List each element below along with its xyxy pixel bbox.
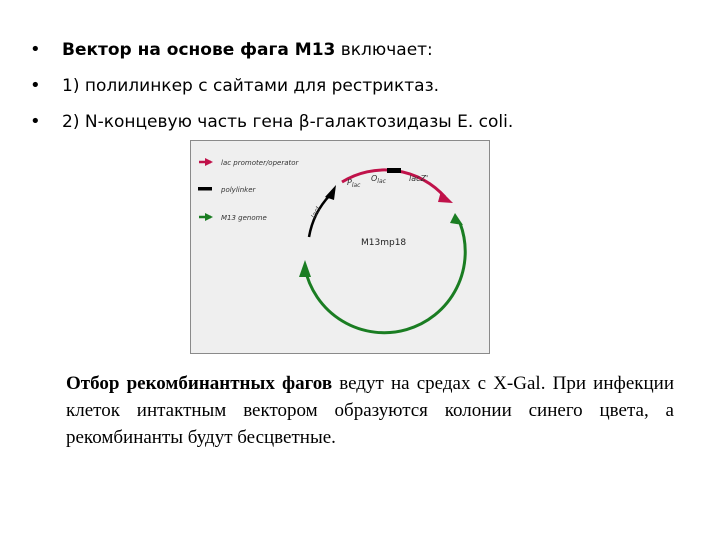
- legend-label-lac: lac promoter/operator: [221, 159, 299, 167]
- bullet-1-text: включает:: [335, 40, 433, 60]
- polylinker-bar-icon: [198, 187, 212, 191]
- genome-arrowhead-right-icon: [450, 213, 463, 225]
- plac-letter: P: [347, 178, 352, 187]
- bullet-list: [30, 32, 513, 140]
- bullet-3-text: 2) N-концевую часть гена β-галактозидазы E. coli.: [62, 112, 514, 132]
- vector-map-figure: [190, 140, 490, 354]
- lacz-label: lacZ': [409, 174, 429, 183]
- polylinker-block: [387, 168, 401, 173]
- legend-label-polylinker: polylinker: [221, 186, 256, 194]
- plac-sub: lac: [351, 182, 361, 189]
- legend: [198, 159, 300, 222]
- genome-arrowhead-icon: [299, 260, 311, 277]
- bullet-2-text: 1) полилинкер с сайтами для рестриктаз.: [62, 76, 440, 96]
- bullet-item-1: [30, 32, 513, 68]
- bullet-dot: •: [30, 39, 41, 60]
- bullet-dot: •: [30, 111, 41, 132]
- plac-label: [347, 178, 361, 189]
- olac-letter: O: [371, 174, 378, 183]
- selection-paragraph: [66, 370, 674, 451]
- bullet-1-bold: Вектор на основе фага М13: [62, 40, 336, 60]
- vector-name-label: M13mp18: [361, 238, 407, 248]
- bullet-dot: •: [30, 75, 41, 96]
- bullet-item-3: [30, 104, 513, 140]
- bullet-item-2: [30, 68, 513, 104]
- olac-sub: lac: [377, 178, 386, 185]
- paragraph-text: ведут на средах с X-Gal. При инфекции клеток интактным вектором образуются колонии синего цвета, а рекомбинанты будут бесцветные.: [66, 373, 674, 448]
- paragraph-bold: Отбор рекомбинантных фагов: [66, 373, 333, 394]
- olac-label: [371, 174, 387, 185]
- vector-map-svg: [191, 141, 489, 353]
- plasmid-circle: [299, 168, 465, 333]
- laci-label: lacI: [309, 205, 323, 220]
- legend-label-genome: M13 genome: [221, 214, 267, 222]
